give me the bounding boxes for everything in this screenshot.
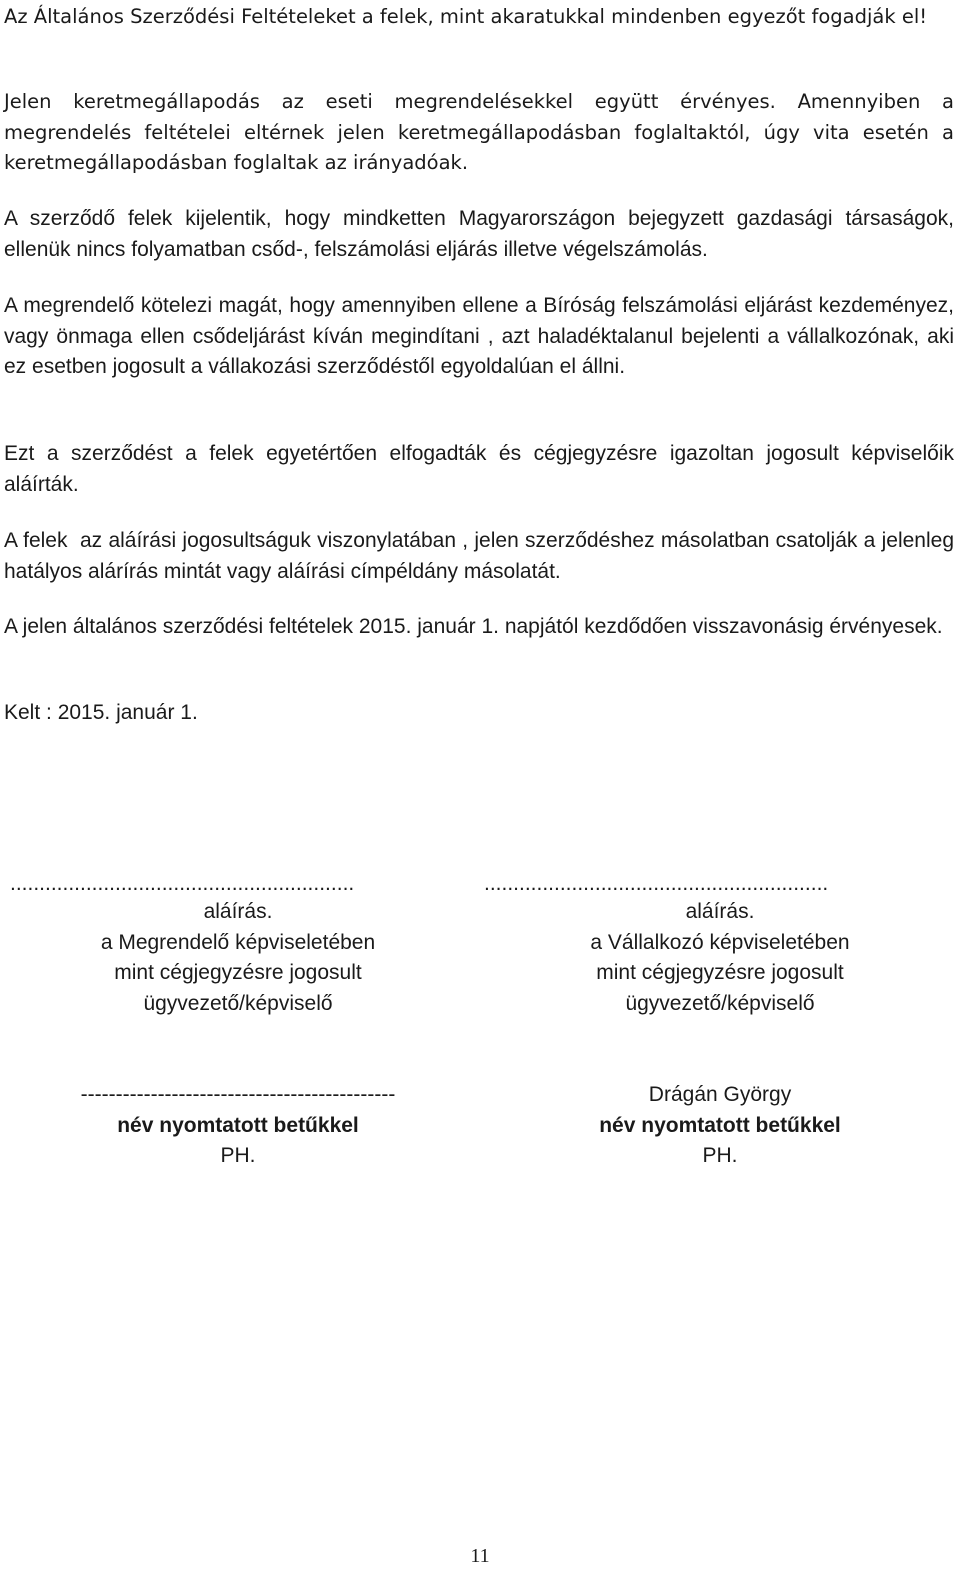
authority-text: mint cégjegyzésre jogosult xyxy=(114,961,362,985)
paragraph-acceptance: Az Általános Szerződési Feltételeket a felek, mint akaratukkal mindenben egyezőt fogadják el! xyxy=(4,5,928,28)
page-number: 11 xyxy=(470,1545,490,1567)
paragraph-framework-validity: Jelen keretmegállapodás az eseti megrendelésekkel együtt érvényes. Amennyiben a megrendelés feltételei eltérnek jelen keretmegállapodásban foglaltaktól, úgy vita esetén a keretmegállapodásban foglaltak az irányadóak. xyxy=(4,90,960,175)
printed-name-line: --------------------------------------------- xyxy=(80,1083,396,1106)
role-text: ügyvezető/képviselő xyxy=(625,992,815,1016)
authority-text: mint cégjegyzésre jogosult xyxy=(596,961,844,985)
representative-of: a Megrendelő képviseletében xyxy=(100,930,376,954)
stamp-label: PH. xyxy=(702,1144,738,1168)
name-block-client xyxy=(3,1080,473,1172)
signature-block-client xyxy=(3,897,473,1020)
representative-of: a Vállalkozó képviseletében xyxy=(590,930,850,954)
role-text: ügyvezető/képviselő xyxy=(143,992,333,1016)
paragraph-signature-specimen: A felek az aláírási jogosultságuk viszonylatában , jelen szerződéshez másolatban csatolják a jelenleg hatályos alárírás mintát vagy aláírási címpéldány másolatát. xyxy=(4,529,960,583)
name-block-contractor xyxy=(485,1080,955,1172)
paragraph-effective-date: A jelen általános szerződési feltételek 2015. január 1. napjától kezdődően visszavonásig érvényesek. xyxy=(4,615,943,638)
printed-name-caption: név nyomtatott betűkkel xyxy=(599,1113,841,1137)
signature-line-right: ........................................................... xyxy=(484,872,829,895)
paragraph-client-obligation: A megrendelő kötelezi magát, hogy amennyiben ellene a Bíróság felszámolási eljárást kezdeményez, vagy önmaga ellen csődeljárást kíván megindítani , azt haladéktalanul bejelenti a vállalkozónak, aki ez esetben jogosult a vállakozási szerződéstől egyoldalúan el állni. xyxy=(4,294,960,379)
paragraph-parties-declaration: A szerződő felek kijelentik, hogy mindketten Magyarországon bejegyzett gazdasági társaságok, ellenük nincs folyamatban csőd-, felszámolási eljárás illetve végelszámolás. xyxy=(4,207,960,261)
paragraph-signing-agreement: Ezt a szerződést a felek egyetértően elfogadták és cégjegyzésre igazoltan jogosult képviselőik aláírták. xyxy=(4,442,960,496)
signature-label: aláírás. xyxy=(685,900,755,923)
printed-name: Drágán György xyxy=(648,1083,792,1106)
paragraph-dated: Kelt : 2015. január 1. xyxy=(4,701,198,724)
signature-block-contractor xyxy=(485,897,955,1020)
printed-name-caption: név nyomtatott betűkkel xyxy=(117,1113,359,1137)
signature-label: aláírás. xyxy=(203,900,273,923)
signature-line-left: ........................................................... xyxy=(10,872,355,895)
stamp-label: PH. xyxy=(220,1144,256,1168)
